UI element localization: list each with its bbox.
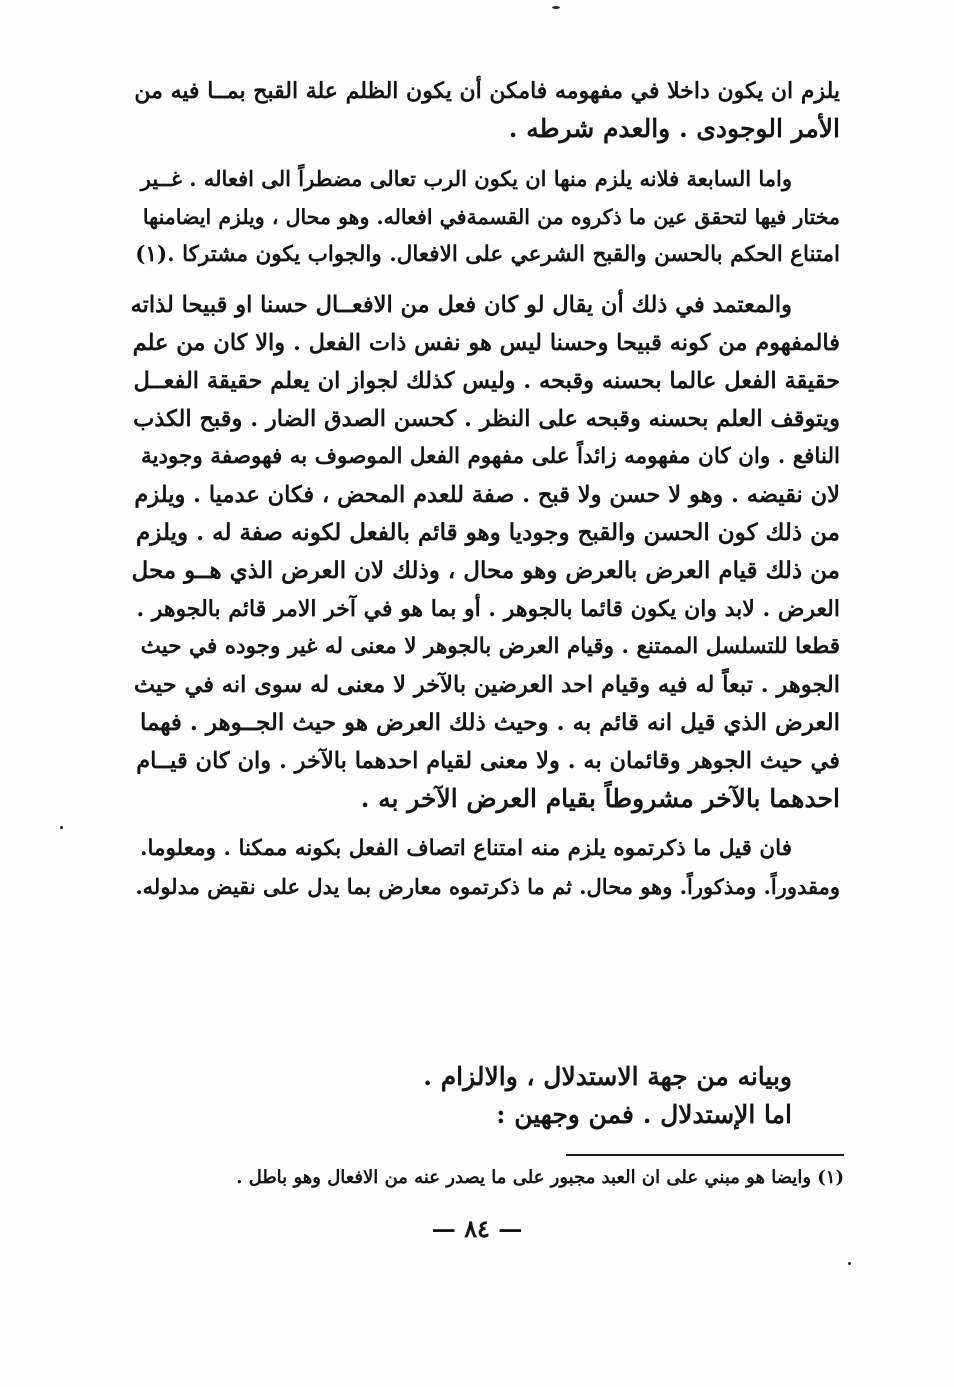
text-line: فان قيل ما ذكرتموه يلزم منه امتناع اتصاف الفعل بكونه ممكنا . ومعلوما. xyxy=(139,836,792,861)
text-line: والمعتمد في ذلك أن يقال لو كان فعل من الافعــال حسنا او قبيحا لذاته xyxy=(130,292,792,318)
text-line: ومقدوراً. ومذكوراً. وهو محال. ثم ما ذكرتموه معارض بما يدل على نقيض مدلوله. xyxy=(135,874,840,899)
footnote-separator xyxy=(566,1154,844,1156)
footnote: (١) وايضا هو مبني على ان العبد مجبور على ما يصدر عنه من الافعال وهو باطل . xyxy=(236,1167,844,1188)
closing-lines xyxy=(128,1058,840,1134)
text-line: احدهما بالآخر مشروطاً بقيام العرض الآخر به . xyxy=(360,784,840,813)
text-line: لان نقيضه . وهو لا حسن ولا قبح . صفة للعدم المحض ، فكان عدميا . ويلزم xyxy=(134,482,840,508)
text-line: امتناع الحكم بالحسن والقبح الشرعي على الافعال. والجواب يكون مشتركا .(١) xyxy=(135,242,840,267)
text-line: واما السابعة فلانه يلزم منها ان يكون الرب تعالى مضطراً الى افعاله . غــير xyxy=(140,166,792,191)
text-line: من ذلك قيام العرض بالعرض وهو محال ، وذلك لان العرض الذي هــو محل xyxy=(131,557,840,584)
text-line: اما الإستدلال . فمن وجهين : xyxy=(496,1100,792,1129)
text-line: قطعا للتسلسل الممتنع . وقيام العرض بالجوهر لا معنى له غير وجوده في حيث xyxy=(140,634,840,659)
paragraph-1 xyxy=(128,72,840,148)
text-line: الجوهر . تبعاً له فيه وقيام احد العرضين بالآخر لا معنى له سوى انه في حيث xyxy=(133,672,840,698)
paragraph-4 xyxy=(128,830,840,906)
text-line: النافع . وان كان مفهومه زائداً على مفهوم الفعل الموصوف به فهوصفة وجودية xyxy=(140,444,840,469)
paragraph-2 xyxy=(128,160,840,274)
main-text xyxy=(128,72,840,918)
text-line: من ذلك كون الحسن والقبح وجوديا وهو قائم بالفعل لكونه صفة له . ويلزم xyxy=(136,519,840,546)
text-line: العرض الذي قيل انه قائم به . وحيث ذلك العرض هو حيث الجــوهر . فهما xyxy=(139,709,840,736)
text-line: وبيانه من جهة الاستدلال ، والالزام . xyxy=(423,1062,792,1091)
page-number: — ٨٤ — xyxy=(431,1214,523,1243)
text-line: فالمفهوم من كونه قبيحا وحسنا ليس هو نفس ذات الفعل . والا كان من علم xyxy=(132,330,840,356)
paragraph-3 xyxy=(128,286,840,818)
text-line: مختار فيها لتحقق عين ما ذكروه من القسمةفي افعاله. وهو محال ، ويلزم ايضامنها xyxy=(142,205,840,229)
text-line: يلزم ان يكون داخلا في مفهومه فامكن أن يكون الظلم علة القبح بمــا فيه من xyxy=(134,78,840,104)
text-line: العرض . لابد وان يكون قائما بالجوهر . أو بما هو في آخر الامر قائم بالجوهر . xyxy=(136,596,840,622)
scan-speck xyxy=(848,1262,851,1265)
text-line: الأمر الوجودى . والعدم شرطه . xyxy=(508,114,840,143)
text-line: ويتوقف العلم بحسنه وقبحه على النظر . كحسن الصدق الضار . وقبح الكذب xyxy=(133,406,840,432)
scan-speck xyxy=(60,826,63,829)
text-line: حقيقة الفعل عالما بحسنه وقبحه . وليس كذلك لجواز ان يعلم حقيقة الفعــل xyxy=(133,368,840,394)
scan-speck xyxy=(552,6,560,9)
text-line: في حيث الجوهر وقائمان به . ولا معنى لقيام احدهما بالآخر . وان كان قيــام xyxy=(136,748,840,774)
